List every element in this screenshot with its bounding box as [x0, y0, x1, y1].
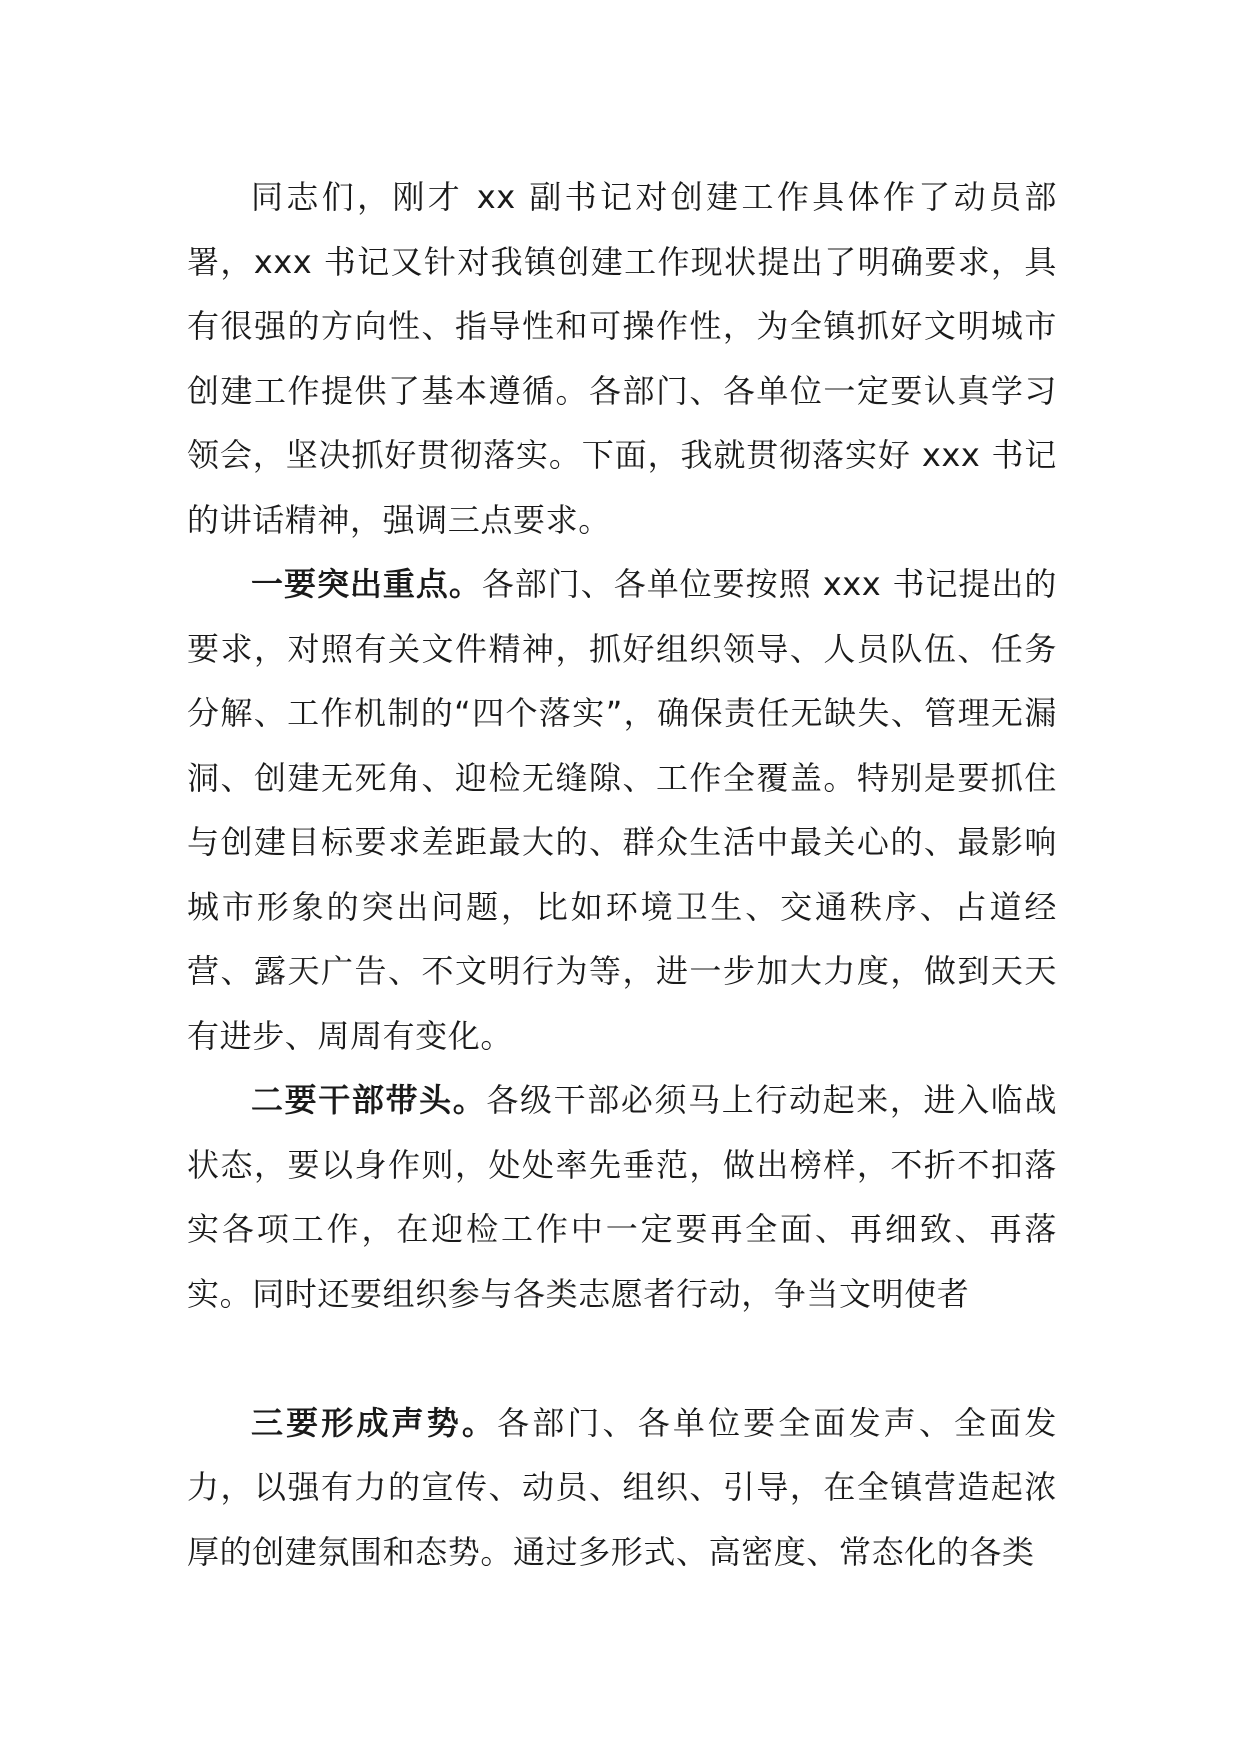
paragraph-text: 各部门、各单位要按照 xxx 书记提出的要求，对照有关文件精神，抓好组织领导、人员队伍、任务分解、工作机制的“四个落实”，确保责任无缺失、管理无漏洞、创建无死角、迎检无缝隙、工作全覆盖。特别是要抓住与创建目标要求差距最大的、群众生活中最关心的、最影响城市形象的突出问题，比如环境卫生、交通秩序、占道经营、露天广告、不文明行为等，进一步加大力度，做到天天有进步、周周有变化。 — [187, 565, 1057, 1055]
paragraph-lead: 二要干部带头。 — [251, 1081, 487, 1119]
paragraph-text: 同志们，刚才 xx 副书记对创建工作具体作了动员部署，xxx 书记又针对我镇创建工作现状提出了明确要求，具有很强的方向性、指导性和可操作性，为全镇抓好文明城市创建工作提供了基本遵循。各部门、各单位一定要认真学习领会，坚决抓好贯彻落实。下面，我就贯彻落实好 xxx 书记的讲话精神，强调三点要求。 — [187, 178, 1057, 539]
paragraph-lead: 三要形成声势。 — [251, 1403, 498, 1442]
paragraph-point-one — [187, 552, 1057, 1068]
paragraph-point-two — [187, 1068, 1057, 1326]
paragraph-text: 各部门、各单位要全面发声、全面发力，以强有力的宣传、动员、组织、引导，在全镇营造起浓厚的创建氛围和态势。通过多形式、高密度、常态化的各类 — [187, 1403, 1058, 1571]
paragraph-intro — [187, 165, 1057, 552]
paragraph-lead: 一要突出重点。 — [251, 565, 482, 603]
document-body — [187, 165, 1057, 1584]
paragraph-text: 各级干部必须马上行动起来，进入临战状态，要以身作则，处处率先垂范，做出榜样，不折不扣落实各项工作，在迎检工作中一定要再全面、再细致、再落实。同时还要组织参与各类志愿者行动，争当文明使者 — [187, 1081, 1058, 1313]
paragraph-gap — [187, 1326, 1057, 1391]
paragraph-point-three — [187, 1391, 1057, 1585]
